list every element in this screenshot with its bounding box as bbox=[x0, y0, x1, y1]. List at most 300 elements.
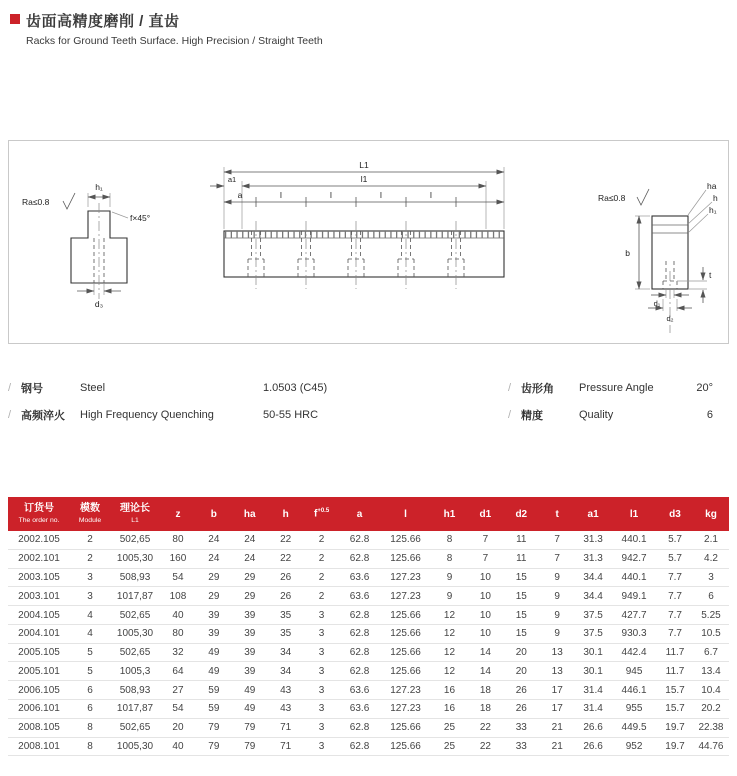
table-cell: 9 bbox=[539, 606, 575, 625]
spec-label-en: High Frequency Quenching bbox=[80, 408, 214, 421]
table-row bbox=[8, 681, 729, 700]
spec-value: 50-55 HRC bbox=[263, 408, 319, 421]
spec-label-cn: 精度 bbox=[521, 409, 543, 422]
table-cell: 21 bbox=[539, 718, 575, 737]
table-cell: 12 bbox=[432, 662, 468, 681]
table-cell: 79 bbox=[196, 718, 232, 737]
table-cell: 29 bbox=[196, 587, 232, 606]
table-cell: 2008.105 bbox=[8, 718, 70, 737]
column-header: b bbox=[196, 497, 232, 531]
spec-value: 1.0503 (C45) bbox=[263, 381, 328, 394]
table-cell: 10 bbox=[467, 568, 503, 587]
table-cell: 1005,30 bbox=[110, 549, 160, 568]
column-header: a1 bbox=[575, 497, 611, 531]
table-cell: 33 bbox=[503, 718, 539, 737]
table-cell: 64 bbox=[160, 662, 196, 681]
table-cell: 34 bbox=[268, 643, 304, 662]
table-cell: 22 bbox=[467, 718, 503, 737]
table-cell: 10 bbox=[467, 587, 503, 606]
table-cell: 40 bbox=[160, 606, 196, 625]
column-header: kg bbox=[693, 497, 729, 531]
spec-quality bbox=[508, 401, 729, 428]
table-cell: 2006.105 bbox=[8, 681, 70, 700]
table-cell: 6 bbox=[70, 681, 110, 700]
table-cell: 20.2 bbox=[693, 700, 729, 719]
column-header: ha bbox=[232, 497, 268, 531]
table-cell: 10.5 bbox=[693, 624, 729, 643]
table-cell: 8 bbox=[70, 737, 110, 756]
table-cell: 440.1 bbox=[611, 568, 657, 587]
table-cell: 25 bbox=[432, 718, 468, 737]
table-row bbox=[8, 718, 729, 737]
table-cell: 502,65 bbox=[110, 718, 160, 737]
table-cell: 3 bbox=[304, 737, 340, 756]
table-cell: 6 bbox=[693, 587, 729, 606]
table-cell: 5.7 bbox=[657, 549, 693, 568]
table-cell: 446.1 bbox=[611, 681, 657, 700]
table-cell: 24 bbox=[196, 531, 232, 549]
table-cell: 7 bbox=[467, 549, 503, 568]
table-cell: 15.7 bbox=[657, 681, 693, 700]
table-cell: 127.23 bbox=[380, 700, 432, 719]
table-cell: 24 bbox=[196, 549, 232, 568]
table-cell: 63.6 bbox=[340, 587, 380, 606]
table-cell: 26.6 bbox=[575, 718, 611, 737]
dim-label-t: t bbox=[709, 270, 712, 280]
table-cell: 15 bbox=[503, 624, 539, 643]
table-cell: 62.8 bbox=[340, 662, 380, 681]
table-cell: 35 bbox=[268, 606, 304, 625]
table-cell: 33 bbox=[503, 737, 539, 756]
table-cell: 40 bbox=[160, 737, 196, 756]
spec-table bbox=[8, 497, 729, 756]
table-cell: 12 bbox=[432, 606, 468, 625]
table-cell: 3 bbox=[304, 681, 340, 700]
table-cell: 16 bbox=[432, 681, 468, 700]
table-cell: 29 bbox=[232, 587, 268, 606]
technical-drawing bbox=[9, 141, 728, 343]
dim-label-d3: d₃ bbox=[94, 299, 104, 309]
table-cell: 20 bbox=[503, 643, 539, 662]
table-cell: 4 bbox=[70, 606, 110, 625]
column-header: t bbox=[539, 497, 575, 531]
table-cell: 14 bbox=[467, 643, 503, 662]
spec-section bbox=[8, 374, 729, 428]
table-cell: 9 bbox=[432, 568, 468, 587]
table-cell: 7 bbox=[539, 531, 575, 549]
table-cell: 29 bbox=[232, 568, 268, 587]
table-cell: 20 bbox=[160, 718, 196, 737]
table-cell: 108 bbox=[160, 587, 196, 606]
slash-mark: / bbox=[508, 408, 512, 421]
dim-label-d2: d₂ bbox=[666, 314, 674, 323]
table-cell: 9 bbox=[539, 568, 575, 587]
table-row bbox=[8, 662, 729, 681]
table-header-row bbox=[8, 497, 729, 531]
table-cell: 2004.105 bbox=[8, 606, 70, 625]
table-cell: 44.76 bbox=[693, 737, 729, 756]
table-cell: 125.66 bbox=[380, 662, 432, 681]
table-row bbox=[8, 606, 729, 625]
dim-label-l: l bbox=[430, 190, 432, 200]
column-header: h1 bbox=[432, 497, 468, 531]
table-cell: 62.8 bbox=[340, 606, 380, 625]
table-cell: 15 bbox=[503, 587, 539, 606]
surface-finish-label: Ra≤0.8 bbox=[598, 193, 626, 203]
surface-finish-label: Ra≤0.8 bbox=[22, 197, 50, 207]
table-cell: 9 bbox=[539, 624, 575, 643]
table-cell: 21 bbox=[539, 737, 575, 756]
table-cell: 3 bbox=[304, 700, 340, 719]
table-cell: 8 bbox=[70, 718, 110, 737]
dim-label-l1: l1 bbox=[360, 174, 368, 184]
table-cell: 39 bbox=[232, 662, 268, 681]
table-cell: 62.8 bbox=[340, 737, 380, 756]
table-cell: 449.5 bbox=[611, 718, 657, 737]
table-cell: 22 bbox=[268, 531, 304, 549]
table-cell: 32 bbox=[160, 643, 196, 662]
table-cell: 2 bbox=[304, 549, 340, 568]
dim-label-h: h bbox=[713, 193, 718, 203]
table-cell: 3 bbox=[693, 568, 729, 587]
technical-drawing-box bbox=[8, 140, 729, 344]
table-cell: 125.66 bbox=[380, 737, 432, 756]
table-row bbox=[8, 549, 729, 568]
table-cell: 125.66 bbox=[380, 718, 432, 737]
table-cell: 508,93 bbox=[110, 681, 160, 700]
table-cell: 3 bbox=[70, 587, 110, 606]
table-cell: 62.8 bbox=[340, 643, 380, 662]
table-cell: 22.38 bbox=[693, 718, 729, 737]
table-cell: 80 bbox=[160, 531, 196, 549]
spec-label-en: Quality bbox=[579, 408, 614, 421]
table-cell: 31.3 bbox=[575, 531, 611, 549]
table-cell: 39 bbox=[232, 624, 268, 643]
table-cell: 34 bbox=[268, 662, 304, 681]
table-cell: 17 bbox=[539, 700, 575, 719]
table-cell: 54 bbox=[160, 568, 196, 587]
table-cell: 9 bbox=[539, 587, 575, 606]
table-cell: 2 bbox=[70, 549, 110, 568]
column-header: $f^{+0.5}$ bbox=[304, 497, 340, 531]
table-cell: 49 bbox=[232, 681, 268, 700]
table-cell: 1017,87 bbox=[110, 700, 160, 719]
table-row bbox=[8, 624, 729, 643]
side-view bbox=[210, 160, 504, 289]
table-cell: 2008.101 bbox=[8, 737, 70, 756]
table-cell: 2002.105 bbox=[8, 531, 70, 549]
table-cell: 442.4 bbox=[611, 643, 657, 662]
table-cell: 502,65 bbox=[110, 643, 160, 662]
column-header: z bbox=[160, 497, 196, 531]
table-row bbox=[8, 587, 729, 606]
table-cell: 502,65 bbox=[110, 531, 160, 549]
table-cell: 4 bbox=[70, 624, 110, 643]
table-cell: 14 bbox=[467, 662, 503, 681]
column-header: h bbox=[268, 497, 304, 531]
column-header: l bbox=[380, 497, 432, 531]
dim-label-l: l bbox=[330, 190, 332, 200]
table-cell: 15.7 bbox=[657, 700, 693, 719]
table-cell: 79 bbox=[196, 737, 232, 756]
column-header: d2 bbox=[503, 497, 539, 531]
table-cell: 20 bbox=[503, 662, 539, 681]
table-cell: 2003.101 bbox=[8, 587, 70, 606]
table-cell: 22 bbox=[268, 549, 304, 568]
table-cell: 125.66 bbox=[380, 624, 432, 643]
table-cell: 27 bbox=[160, 681, 196, 700]
table-cell: 1005,30 bbox=[110, 624, 160, 643]
table-cell: 2006.101 bbox=[8, 700, 70, 719]
table-cell: 5 bbox=[70, 662, 110, 681]
dim-label-f45: f×45° bbox=[130, 213, 151, 223]
table-cell: 49 bbox=[196, 662, 232, 681]
table-section bbox=[8, 497, 729, 756]
table-cell: 955 bbox=[611, 700, 657, 719]
table-cell: 6.7 bbox=[693, 643, 729, 662]
dim-label-L1: L1 bbox=[359, 160, 369, 170]
table-cell: 26.6 bbox=[575, 737, 611, 756]
table-cell: 54 bbox=[160, 700, 196, 719]
table-cell: 18 bbox=[467, 681, 503, 700]
table-cell: 62.8 bbox=[340, 531, 380, 549]
table-cell: 508,93 bbox=[110, 568, 160, 587]
table-cell: 952 bbox=[611, 737, 657, 756]
page-header bbox=[10, 10, 323, 47]
surface-finish-icon bbox=[637, 189, 649, 205]
table-cell: 2005.105 bbox=[8, 643, 70, 662]
table-cell: 24 bbox=[232, 549, 268, 568]
table-cell: 19.7 bbox=[657, 737, 693, 756]
table-cell: 7 bbox=[539, 549, 575, 568]
table-cell: 7.7 bbox=[657, 587, 693, 606]
table-cell: 26 bbox=[268, 568, 304, 587]
table-cell: 1017,87 bbox=[110, 587, 160, 606]
dim-label-h1: h₁ bbox=[95, 182, 103, 192]
table-cell: 4.2 bbox=[693, 549, 729, 568]
table-row bbox=[8, 568, 729, 587]
table-cell: 3 bbox=[304, 718, 340, 737]
table-cell: 3 bbox=[304, 606, 340, 625]
table-cell: 440.1 bbox=[611, 531, 657, 549]
table-cell: 160 bbox=[160, 549, 196, 568]
table-cell: 11.7 bbox=[657, 662, 693, 681]
table-cell: 125.66 bbox=[380, 606, 432, 625]
column-header: a bbox=[340, 497, 380, 531]
table-cell: 18 bbox=[467, 700, 503, 719]
table-cell: 26 bbox=[503, 681, 539, 700]
table-row bbox=[8, 643, 729, 662]
spec-label-cn: 钢号 bbox=[21, 382, 43, 395]
table-cell: 13 bbox=[539, 643, 575, 662]
table-cell: 37.5 bbox=[575, 624, 611, 643]
table-cell: 37.5 bbox=[575, 606, 611, 625]
page-title: 齿面高精度磨削 / 直齿 bbox=[26, 13, 180, 30]
table-cell: 31.4 bbox=[575, 700, 611, 719]
table-cell: 10 bbox=[467, 606, 503, 625]
table-cell: 3 bbox=[304, 624, 340, 643]
table-cell: 26 bbox=[503, 700, 539, 719]
table-cell: 39 bbox=[232, 643, 268, 662]
table-cell: 62.8 bbox=[340, 718, 380, 737]
table-cell: 945 bbox=[611, 662, 657, 681]
table-cell: 16 bbox=[432, 700, 468, 719]
spec-value: 6 bbox=[706, 408, 713, 421]
table-cell: 30.1 bbox=[575, 643, 611, 662]
table-cell: 62.8 bbox=[340, 624, 380, 643]
table-cell: 59 bbox=[196, 700, 232, 719]
table-cell: 2002.101 bbox=[8, 549, 70, 568]
table-cell: 930.3 bbox=[611, 624, 657, 643]
table-cell: 39 bbox=[196, 624, 232, 643]
table-cell: 1005,30 bbox=[110, 737, 160, 756]
table-cell: 31.3 bbox=[575, 549, 611, 568]
table-cell: 39 bbox=[232, 606, 268, 625]
column-header: d1 bbox=[467, 497, 503, 531]
column-header: 模数 Module bbox=[70, 497, 110, 531]
table-cell: 3 bbox=[70, 568, 110, 587]
table-cell: 63.6 bbox=[340, 568, 380, 587]
table-cell: 2 bbox=[304, 568, 340, 587]
table-cell: 427.7 bbox=[611, 606, 657, 625]
slash-mark: / bbox=[8, 381, 12, 394]
spec-label-en: Steel bbox=[80, 381, 106, 394]
table-cell: 5.25 bbox=[693, 606, 729, 625]
dim-label-h1: h₁ bbox=[709, 205, 717, 215]
table-cell: 5 bbox=[70, 643, 110, 662]
table-cell: 10 bbox=[467, 624, 503, 643]
table-row bbox=[8, 737, 729, 756]
table-cell: 63.6 bbox=[340, 681, 380, 700]
spec-label-en: Pressure Angle bbox=[579, 381, 654, 394]
table-cell: 34.4 bbox=[575, 587, 611, 606]
table-cell: 2005.101 bbox=[8, 662, 70, 681]
table-cell: 502,65 bbox=[110, 606, 160, 625]
table-cell: 2 bbox=[304, 531, 340, 549]
table-cell: 127.23 bbox=[380, 568, 432, 587]
table-header bbox=[8, 497, 729, 531]
table-cell: 17 bbox=[539, 681, 575, 700]
table-cell: 49 bbox=[232, 700, 268, 719]
column-header: 理论长 L1 bbox=[110, 497, 160, 531]
cross-section-view bbox=[22, 182, 150, 309]
dim-label-l: l bbox=[280, 190, 282, 200]
table-cell: 31.4 bbox=[575, 681, 611, 700]
table-cell: 10.4 bbox=[693, 681, 729, 700]
table-cell: 24 bbox=[232, 531, 268, 549]
spec-quenching bbox=[8, 401, 508, 428]
table-cell: 7.7 bbox=[657, 624, 693, 643]
table-cell: 1005,3 bbox=[110, 662, 160, 681]
table-cell: 2 bbox=[304, 587, 340, 606]
dim-label-d1: d₁ bbox=[653, 299, 661, 308]
table-cell: 6 bbox=[70, 700, 110, 719]
table-cell: 3 bbox=[304, 643, 340, 662]
table-cell: 7 bbox=[467, 531, 503, 549]
table-cell: 127.23 bbox=[380, 587, 432, 606]
table-cell: 7.7 bbox=[657, 606, 693, 625]
table-row bbox=[8, 700, 729, 719]
table-cell: 26 bbox=[268, 587, 304, 606]
page-subtitle: Racks for Ground Teeth Surface. High Precision / Straight Teeth bbox=[26, 35, 323, 47]
table-cell: 949.1 bbox=[611, 587, 657, 606]
table-cell: 127.23 bbox=[380, 681, 432, 700]
table-cell: 13 bbox=[539, 662, 575, 681]
table-cell: 30.1 bbox=[575, 662, 611, 681]
spec-value: 20° bbox=[696, 381, 713, 394]
end-view bbox=[598, 181, 718, 333]
table-cell: 125.66 bbox=[380, 549, 432, 568]
table-cell: 13.4 bbox=[693, 662, 729, 681]
table-cell: 63.6 bbox=[340, 700, 380, 719]
table-cell: 9 bbox=[432, 587, 468, 606]
surface-finish-icon bbox=[63, 193, 75, 209]
slash-mark: / bbox=[8, 408, 12, 421]
table-cell: 15 bbox=[503, 568, 539, 587]
accent-square bbox=[10, 14, 20, 24]
table-cell: 7.7 bbox=[657, 568, 693, 587]
table-cell: 8 bbox=[432, 531, 468, 549]
table-cell: 11.7 bbox=[657, 643, 693, 662]
table-cell: 2 bbox=[70, 531, 110, 549]
spec-label-cn: 齿形角 bbox=[521, 382, 554, 395]
table-cell: 8 bbox=[432, 549, 468, 568]
table-cell: 62.8 bbox=[340, 549, 380, 568]
table-cell: 11 bbox=[503, 531, 539, 549]
dim-label-l: l bbox=[380, 190, 382, 200]
spec-label-cn: 高频淬火 bbox=[21, 409, 65, 422]
table-cell: 125.66 bbox=[380, 531, 432, 549]
table-cell: 2003.105 bbox=[8, 568, 70, 587]
table-row bbox=[8, 531, 729, 549]
table-cell: 19.7 bbox=[657, 718, 693, 737]
table-cell: 29 bbox=[196, 568, 232, 587]
dim-label-ha: ha bbox=[707, 181, 717, 191]
dim-label-a1: a1 bbox=[227, 175, 237, 184]
table-body bbox=[8, 531, 729, 756]
table-cell: 11 bbox=[503, 549, 539, 568]
table-cell: 12 bbox=[432, 643, 468, 662]
table-cell: 22 bbox=[467, 737, 503, 756]
slash-mark: / bbox=[508, 381, 512, 394]
spec-steel bbox=[8, 374, 508, 401]
table-cell: 71 bbox=[268, 737, 304, 756]
table-cell: 34.4 bbox=[575, 568, 611, 587]
spec-pressure-angle bbox=[508, 374, 729, 401]
table-cell: 942.7 bbox=[611, 549, 657, 568]
table-cell: 43 bbox=[268, 700, 304, 719]
table-cell: 43 bbox=[268, 681, 304, 700]
dim-label-a: a bbox=[237, 190, 243, 200]
table-cell: 79 bbox=[232, 737, 268, 756]
table-cell: 25 bbox=[432, 737, 468, 756]
table-cell: 49 bbox=[196, 643, 232, 662]
column-header: l1 bbox=[611, 497, 657, 531]
table-cell: 80 bbox=[160, 624, 196, 643]
table-cell: 39 bbox=[196, 606, 232, 625]
table-cell: 79 bbox=[232, 718, 268, 737]
table-cell: 3 bbox=[304, 662, 340, 681]
table-cell: 125.66 bbox=[380, 643, 432, 662]
column-header: 订货号 The order no. bbox=[8, 497, 70, 531]
table-cell: 2004.101 bbox=[8, 624, 70, 643]
table-cell: 59 bbox=[196, 681, 232, 700]
table-cell: 35 bbox=[268, 624, 304, 643]
table-cell: 12 bbox=[432, 624, 468, 643]
table-cell: 15 bbox=[503, 606, 539, 625]
table-cell: 5.7 bbox=[657, 531, 693, 549]
column-header: d3 bbox=[657, 497, 693, 531]
